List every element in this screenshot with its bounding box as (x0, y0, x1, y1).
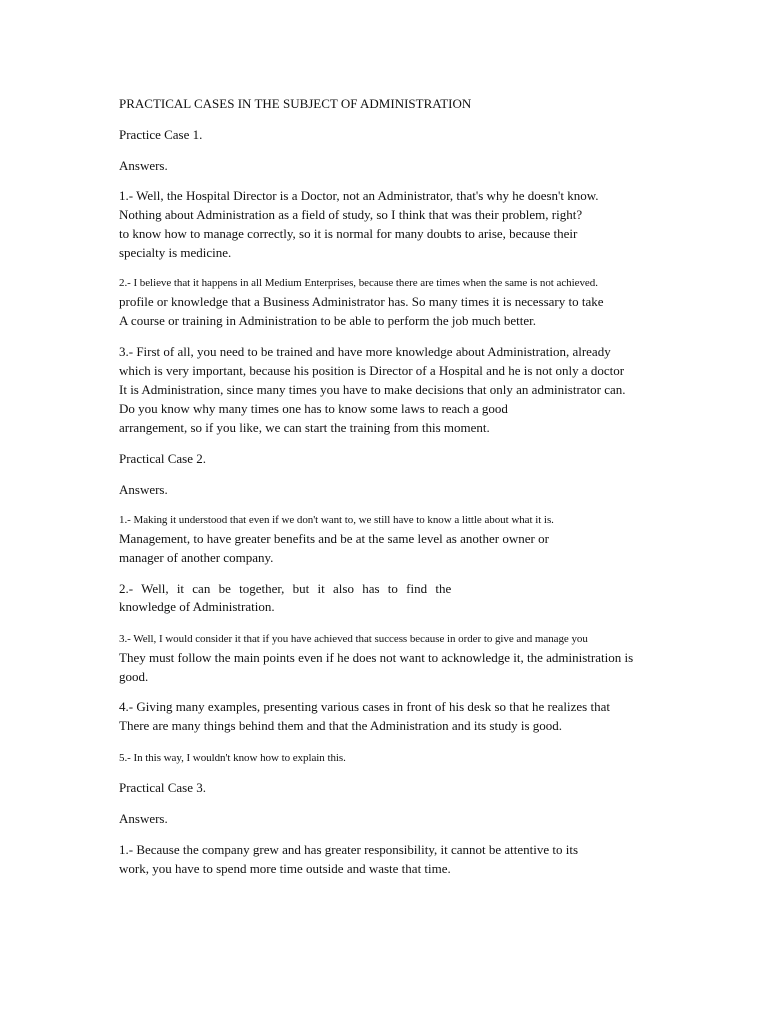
case-2-answer-2-line: knowledge of Administration. (119, 599, 275, 614)
case-2-answer-2-line: 2.- Well, it can be together, but it also has to find the (119, 581, 452, 596)
case-3-answer-1-line: work, you have to spend more time outside and waste that time. (119, 861, 451, 876)
case-2-answer-4-line: There are many things behind them and that the Administration and its study is good. (119, 718, 563, 733)
case-2-answer-1-line: 1.- Making it understood that even if we don't want to, we still have to know a little about what it is. (119, 514, 554, 526)
case-2-answer-1-line: Management, to have greater benefits and be at the same level as another owner or (119, 531, 549, 546)
case-2-answer-5-line: 5.- In this way, I wouldn't know how to explain this. (119, 752, 346, 764)
case-1-answer-2-line: A course or training in Administration to be able to perform the job much better. (119, 313, 536, 328)
case-1-answer-3-line: 3.- First of all, you need to be trained and have more knowledge about Administration, already (119, 344, 611, 359)
case-2-answer-3-line: 3.- Well, I would consider it that if you have achieved that success because in order to give and manage you (119, 633, 588, 645)
case-1-answer-3-line: which is very important, because his position is Director of a Hospital and he is not only a doctor (119, 363, 625, 378)
case-2-answer-3-line: They must follow the main points even if he does not want to acknowledge it, the administration is (119, 650, 634, 665)
case-3-answers-label: Answers. (119, 811, 168, 826)
case-1-answer-2-line: profile or knowledge that a Business Administrator has. So many times it is necessary to take (119, 294, 604, 309)
case-2-answer-1-line: manager of another company. (119, 550, 274, 565)
case-1-answer-3-line: Do you know why many times one has to know some laws to reach a good (119, 401, 508, 416)
case-1-answer-1-line: Nothing about Administration as a field of study, so I think that was their problem, right? (119, 207, 583, 222)
case-1-heading: Practice Case 1. (119, 127, 203, 142)
document-title: PRACTICAL CASES IN THE SUBJECT OF ADMINISTRATION (119, 96, 472, 111)
case-3-answer-1-line: 1.- Because the company grew and has greater responsibility, it cannot be attentive to its (119, 842, 579, 857)
case-1-answers-label: Answers. (119, 158, 168, 173)
case-1-answer-3-line: It is Administration, since many times you have to make decisions that only an administrator can. (119, 382, 626, 397)
case-2-heading: Practical Case 2. (119, 451, 206, 466)
case-1-answer-2-line: 2.- I believe that it happens in all Medium Enterprises, because there are times when the same is not achieved. (119, 277, 598, 289)
case-1-answer-3-line: arrangement, so if you like, we can start the training from this moment. (119, 420, 490, 435)
case-1-answer-1-line: specialty is medicine. (119, 245, 232, 260)
case-1-answer-1-line: 1.- Well, the Hospital Director is a Doctor, not an Administrator, that's why he doesn't know. (119, 188, 599, 203)
case-2-answer-4-line: 4.- Giving many examples, presenting various cases in front of his desk so that he realizes that (119, 699, 610, 714)
case-2-answers-label: Answers. (119, 482, 168, 497)
case-1-answer-1-line: to know how to manage correctly, so it is normal for many doubts to arise, because their (119, 226, 578, 241)
case-2-answer-3-line: good. (119, 669, 149, 684)
case-3-heading: Practical Case 3. (119, 780, 206, 795)
